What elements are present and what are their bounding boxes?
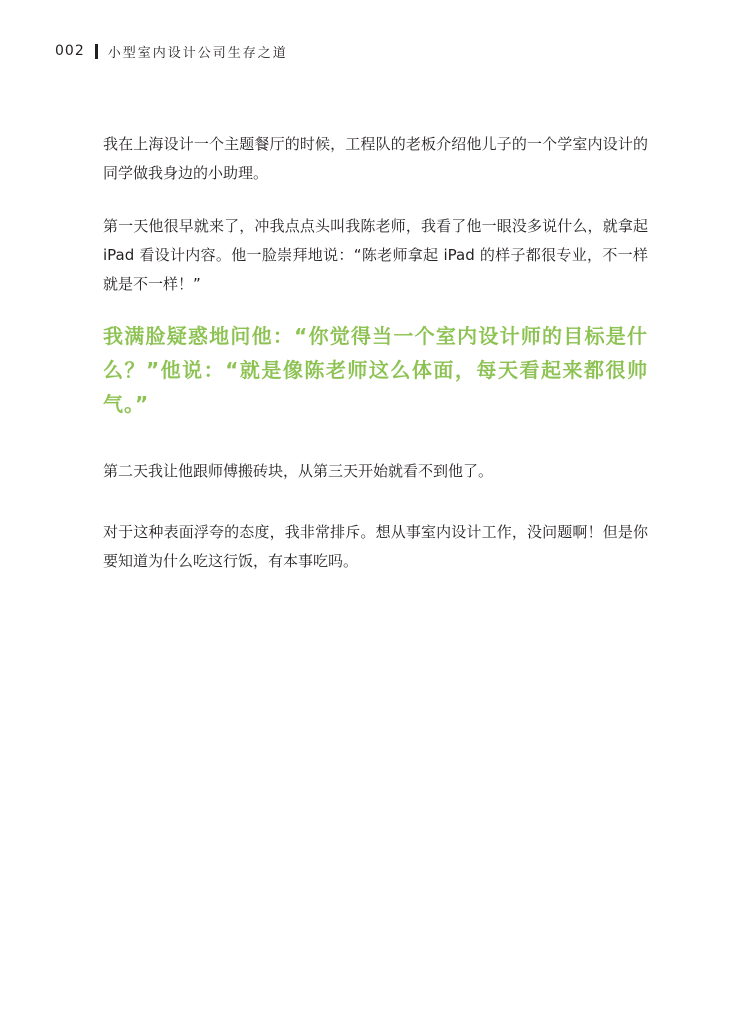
paragraph-4: 对于这种表面浮夸的态度，我非常排斥。想从事室内设计工作，没问题啊！但是你要知道为什么吃这行饭，有本事吃吗。 [103, 523, 648, 570]
paragraph-2: 第一天他很早就来了，冲我点点头叫我陈老师，我看了他一眼没多说什么，就拿起 iPad 看设计内容。他一脸崇拜地说：“陈老师拿起 iPad 的样子都很专业，不一样就是不一样！” [103, 217, 648, 293]
paragraph-1: 我在上海设计一个主题餐厅的时候，工程队的老板介绍他儿子的一个学室内设计的同学做我身边的小助理。 [103, 135, 648, 182]
running-header [55, 40, 288, 62]
book-title: 小型室内设计公司生存之道 [107, 45, 288, 61]
header-divider [95, 44, 98, 59]
paragraph-3: 第二天我让他跟师傅搬砖块，从第三天开始就看不到他了。 [103, 462, 494, 480]
page-body [103, 130, 648, 576]
highlight-quote: 我满脸疑惑地问他：“你觉得当一个室内设计师的目标是什么？”他说：“就是像陈老师这么体面，每天看起来都很帅气。” [103, 324, 648, 416]
page-number: 002 [55, 43, 85, 59]
